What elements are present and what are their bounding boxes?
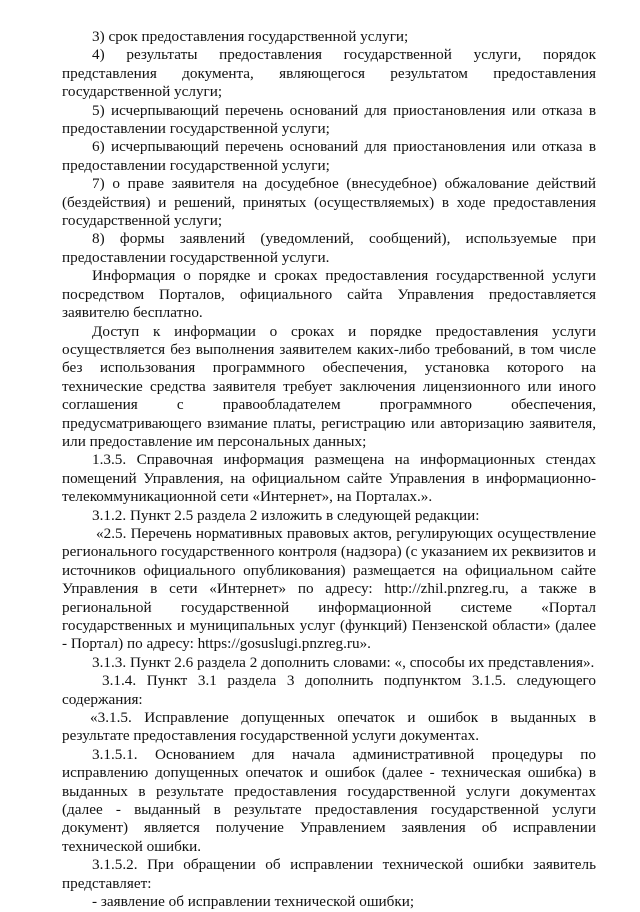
paragraph: Доступ к информации о сроках и порядке предоставления услуги осуществляется без выполнения заявителем каких-либо требований, в том числе без использования программного обеспечения, установка которого на технические средства заявителя требует заключения лицензионного или иного соглашения с правообладателем программного обеспечения, предусматривающего взимание платы, регистрацию или авторизацию заявителя, или предоставление им персональных данных; <box>62 322 596 450</box>
paragraph: 3.1.2. Пункт 2.5 раздела 2 изложить в следующей редакции: <box>92 506 480 524</box>
paragraph: Информация о порядке и сроках предоставления государственной услуги посредством Порталов, официального сайта Управления предоставляется заявителю бесплатно. <box>62 267 596 322</box>
paragraph: 3.1.4. Пункт 3.1 раздела 3 дополнить подпунктом 3.1.5. следующего содержания: <box>62 672 596 708</box>
paragraph: 3.1.5.2. При обращении об исправлении технической ошибки заявитель представляет: <box>62 856 596 892</box>
document-page <box>62 28 596 912</box>
paragraph: 3.1.5.1. Основанием для начала административной процедуры по исправлению допущенных опечаток и ошибок (далее - техническая ошибка) в выданных в результате предоставления государственной услуги документах (далее - выданный в результате предоставления государственной услуги документ) является получение Управлением заявления об исправлении технической ошибки. <box>62 745 596 855</box>
paragraph: 7) о праве заявителя на досудебное (внесудебное) обжалование действий (бездействия) и решений, принятых (осуществляемых) в ходе предоставления государственной услуги; <box>62 175 596 230</box>
paragraph: «2.5. Перечень нормативных правовых актов, регулирующих осуществление регионального государственного контроля (надзора) (с указанием их реквизитов и источников официального опубликования) размещается на официальном сайте Управления в сети «Интернет» по адресу: http://zhil.pnzreg.ru, а также в региональной государственной информационной системе «Портал государственных и муниципальных услуг (функций) Пензенской области» (далее - Портал) по адресу: https://gosuslugi.pnzreg.ru». <box>62 524 596 653</box>
paragraph: 3) срок предоставления государственной услуги; <box>92 28 409 45</box>
paragraph: 5) исчерпывающий перечень оснований для приостановления или отказа в предоставлении государственной услуги; <box>62 101 596 138</box>
paragraph: - заявление об исправлении технической ошибки; <box>92 893 415 911</box>
paragraph: 3.1.3. Пункт 2.6 раздела 2 дополнить словами: «, способы их представления». <box>92 653 595 671</box>
paragraph: «3.1.5. Исправление допущенных опечаток и ошибок в выданных в результате предоставления государственной услуги документах. <box>62 709 596 745</box>
paragraph: 1.3.5. Справочная информация размещена на информационных стендах помещений Управления, на официальном сайте Управления в информационно-телекоммуникационной сети «Интернет», на Порталах.». <box>62 451 596 506</box>
paragraph: 6) исчерпывающий перечень оснований для приостановления или отказа в предоставлении государственной услуги; <box>62 138 596 174</box>
paragraph: 8) формы заявлений (уведомлений, сообщений), используемые при предоставлении государственной услуги. <box>62 230 596 266</box>
paragraph: 4) результаты предоставления государственной услуги, порядок представления документа, являющегося результатом предоставления государственной услуги; <box>62 46 596 101</box>
